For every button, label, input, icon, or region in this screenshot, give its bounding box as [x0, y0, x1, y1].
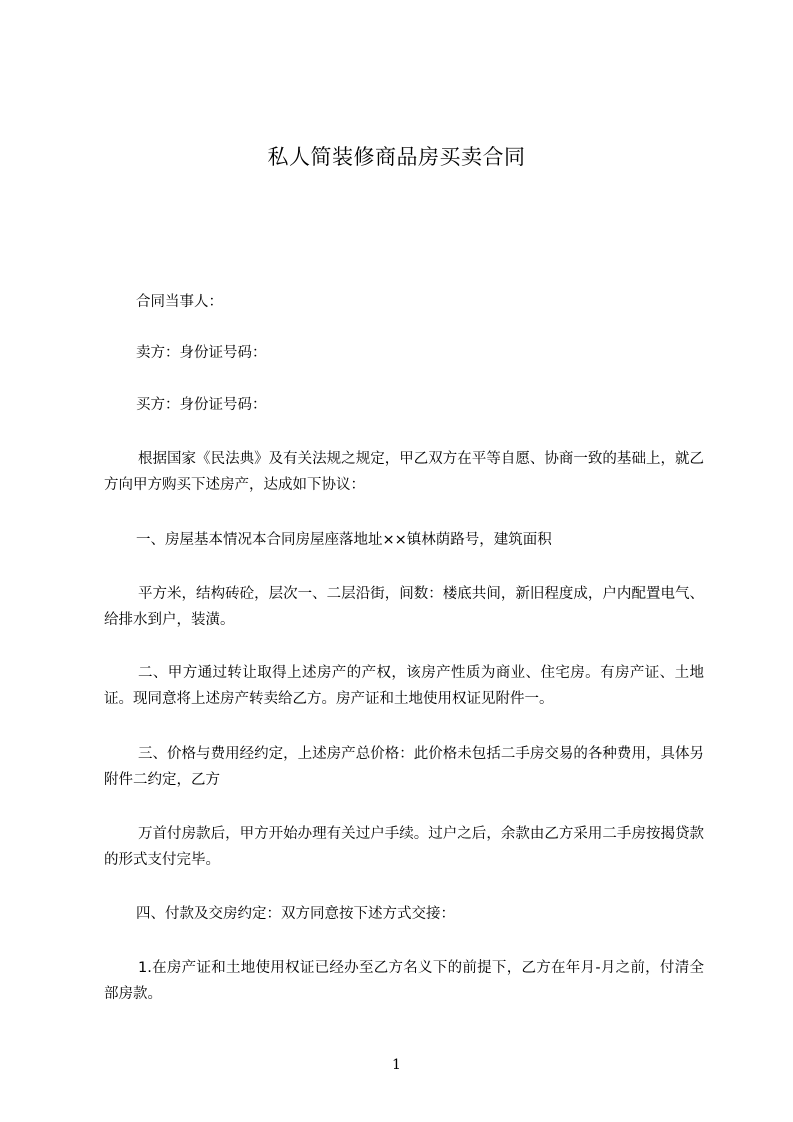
paragraph-section-2: 二、甲方通过转让取得上述房产的产权，该房产性质为商业、住宅房。有房产证、土地证。现同意将上述房产转卖给乙方。房产证和土地使用权证见附件一。: [104, 665, 704, 707]
paragraph-section-3: 三、价格与费用经约定，上述房产总价格：此价格未包括二手房交易的各种费用，具体另附件二约定，乙方: [104, 746, 704, 788]
paragraph-section-3-payment: 万首付房款后，甲方开始办理有关过户手续。过户之后，余款由乙方采用二手房按揭贷款的形式支付完毕。: [104, 826, 704, 868]
paragraph-section-4: 四、付款及交房约定：双方同意按下述方式交接：: [136, 906, 455, 922]
paragraph-section-4-item-1: 1.在房产证和土地使用权证已经办至乙方名义下的前提下，乙方在年月-月之前，付清全部房款。: [104, 960, 704, 1002]
paragraph-preamble: 根据国家《民法典》及有关法规之规定，甲乙双方在平等自愿、协商一致的基础上，就乙方向甲方购买下述房产，达成如下协议：: [104, 451, 704, 493]
paragraph-parties: 合同当事人：: [136, 294, 223, 310]
paragraph-seller: 卖方：身份证号码：: [136, 345, 267, 361]
paragraph-buyer: 买方：身份证号码：: [136, 397, 267, 413]
paragraph-section-1-detail: 平方米，结构砖砼，层次一、二层沿街，间数：楼底共间，新旧程度成，户内配置电气、给排水到户，装潢。: [104, 586, 704, 628]
paragraph-section-1: 一、房屋基本情况本合同房屋座落地址××镇林荫路号，建筑面积: [136, 532, 552, 548]
page-number: 1: [392, 1057, 401, 1073]
document-title: 私人简装修商品房买卖合同: [267, 145, 526, 169]
